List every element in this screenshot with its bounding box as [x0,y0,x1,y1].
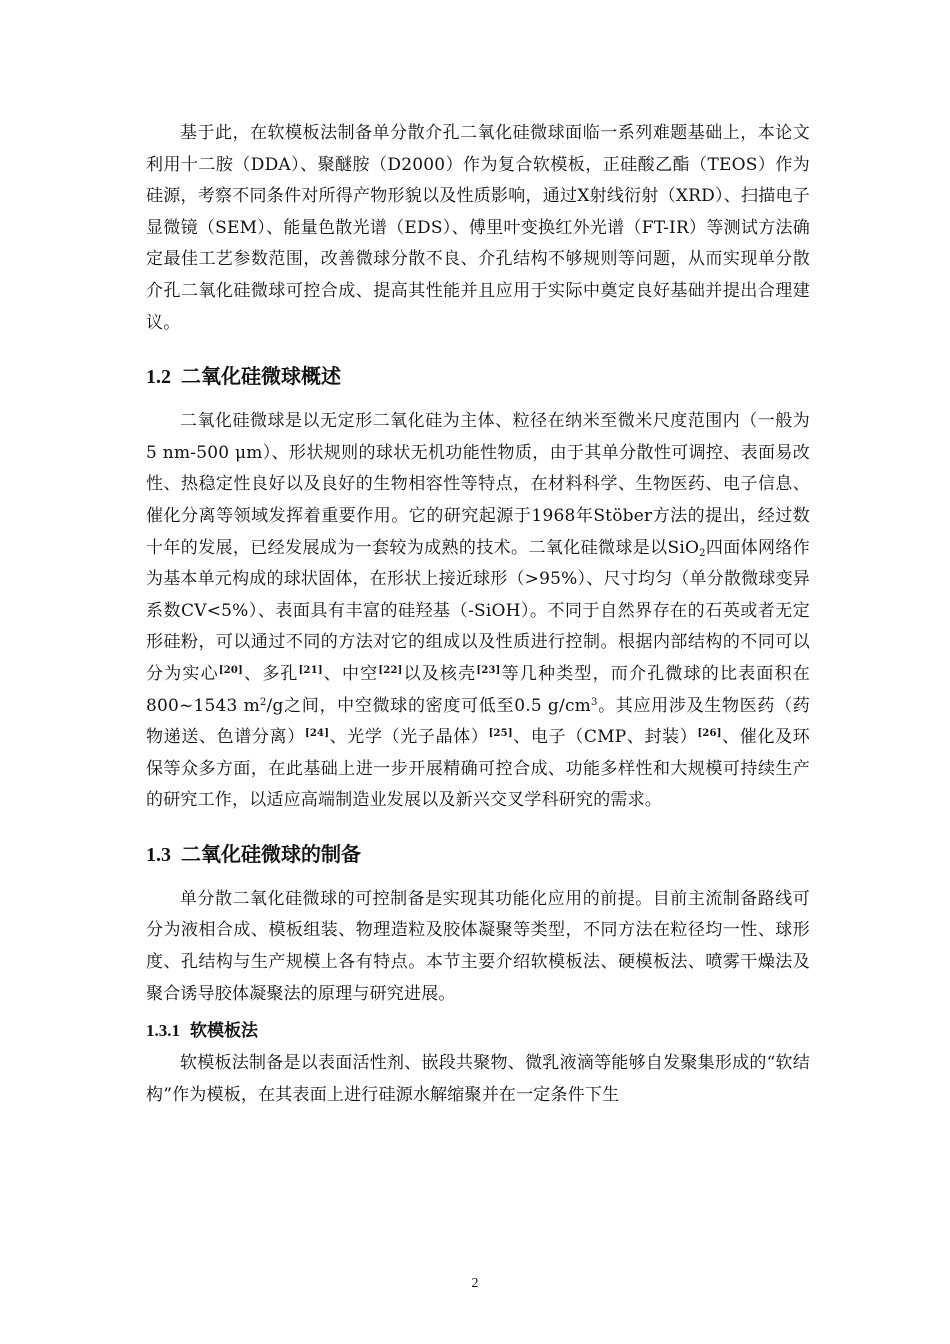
text-run: 、多孔 [243,663,299,684]
text-run: 二氧化硅微球是以无定形二氧化硅为主体、粒径在纳米至微米尺度范围内（一般为5 nm-500 μm）、形状规则的球状无机功能性物质，由于其单分散性可调控、表面易改性、热稳定性良好以及良好的生物相容性等特点，在材料科学、生物医药、电子信息、催化分离等领域发挥着重要作用。它的研究起源于1968年Stöber方法的提出，经过数十年的发展，已经发展成为一套较为成熟的技术。二氧化硅微球是以SiO [146,411,810,558]
text-run: 单分散二氧化硅微球的可控制备是实现其功能化应用的前提。目前主流制备路线可分为液相合成、模板组装、物理造粒及胶体凝聚等类型，不同方法在粒径均一性、球形度、孔结构与生产规模上各有特点。本节主要介绍软模板法、硬模板法、喷雾干燥法及聚合诱导胶体凝聚法的原理与研究进展。 [146,888,810,1004]
section-number: 1.2 [146,366,171,389]
page-content [146,118,810,1111]
section-heading-1-3 [146,839,810,870]
text-run: 、电子（CMP、封装） [512,727,698,748]
subsection-title: 软模板法 [190,1021,258,1042]
text-run: 以及核壳 [402,663,477,684]
text-run: 、中空 [322,663,379,684]
superscript: 2 [259,696,267,708]
text-run: 、催化及环保等众多方面，在此基础上进一步开展精确可控合成、功能多样性和大规模可持续生产的研究工作，以适应高端制造业发展以及新兴交叉学科研究的需求。 [146,727,810,811]
text-run: 四面体网络作为基本单元构成的球状固体，在形状上接近球形（>95%）、尺寸均匀（单分散微球变异系数CV<5%）、表面具有丰富的硅羟基（-SiOH）。不同于自然界存在的石英或者无定形硅粉，可以通过不同的方法对它的组成以及性质进行控制。根据内部结构的不同可以分为实心 [146,537,811,684]
citation-26[interactable]: [26] [697,728,722,740]
citation-25[interactable]: [25] [488,728,513,740]
subsection-number: 1.3.1 [146,1021,180,1041]
soft-template-paragraph [146,1048,810,1111]
subsection-heading-1-3-1 [146,1016,810,1046]
citation-21[interactable]: [21] [298,664,323,676]
text-run: 、光学（光子晶体） [329,727,489,748]
overview-paragraph [146,406,810,817]
text-run: 等几种类型，而介孔微球的比表面积在800~1543 m [146,663,810,716]
section-title: 二氧化硅微球概述 [181,364,341,389]
subscript: 2 [699,547,706,559]
citation-23[interactable]: [23] [476,664,501,676]
section-heading-1-2 [146,361,810,392]
citation-20[interactable]: [20] [218,664,243,676]
citation-24[interactable]: [24] [304,728,330,740]
citation-22[interactable]: [22] [378,664,403,676]
text-run: 软模板法制备是以表面活性剂、嵌段共聚物、微乳液滴等能够自发聚集形成的“软结构”作为模板，在其表面上进行硅源水解缩聚并在一定条件下生 [146,1053,810,1105]
section-title: 二氧化硅微球的制备 [181,841,361,866]
text-run: 。其应用涉及生物医药（药物递送、色谱分离） [146,695,810,748]
section-number: 1.3 [146,843,171,866]
superscript: 3 [591,696,598,708]
intro-paragraph [146,118,810,339]
intro-text: 基于此，在软模板法制备单分散介孔二氧化硅微球面临一系列难题基础上，本论文利用十二胺（DDA）、聚醚胺（D2000）作为复合软模板，正硅酸乙酯（TEOS）作为硅源，考察不同条件对所得产物形貌以及性质影响，通过X射线衍射（XRD）、扫描电子显微镜（SEM）、能量色散光谱（EDS）、傅里叶变换红外光谱（FT-IR）等测试方法确定最佳工艺参数范围，改善微球分散不良、介孔结构不够规则等问题，从而实现单分散介孔二氧化硅微球可控合成、提高其性能并且应用于实际中奠定良好基础并提出合理建议。 [146,123,810,333]
preparation-paragraph [146,884,810,1010]
page-number: 2 [471,1276,479,1291]
text-run: /g之间，中空微球的密度可低至0.5 g/cm [266,695,591,716]
